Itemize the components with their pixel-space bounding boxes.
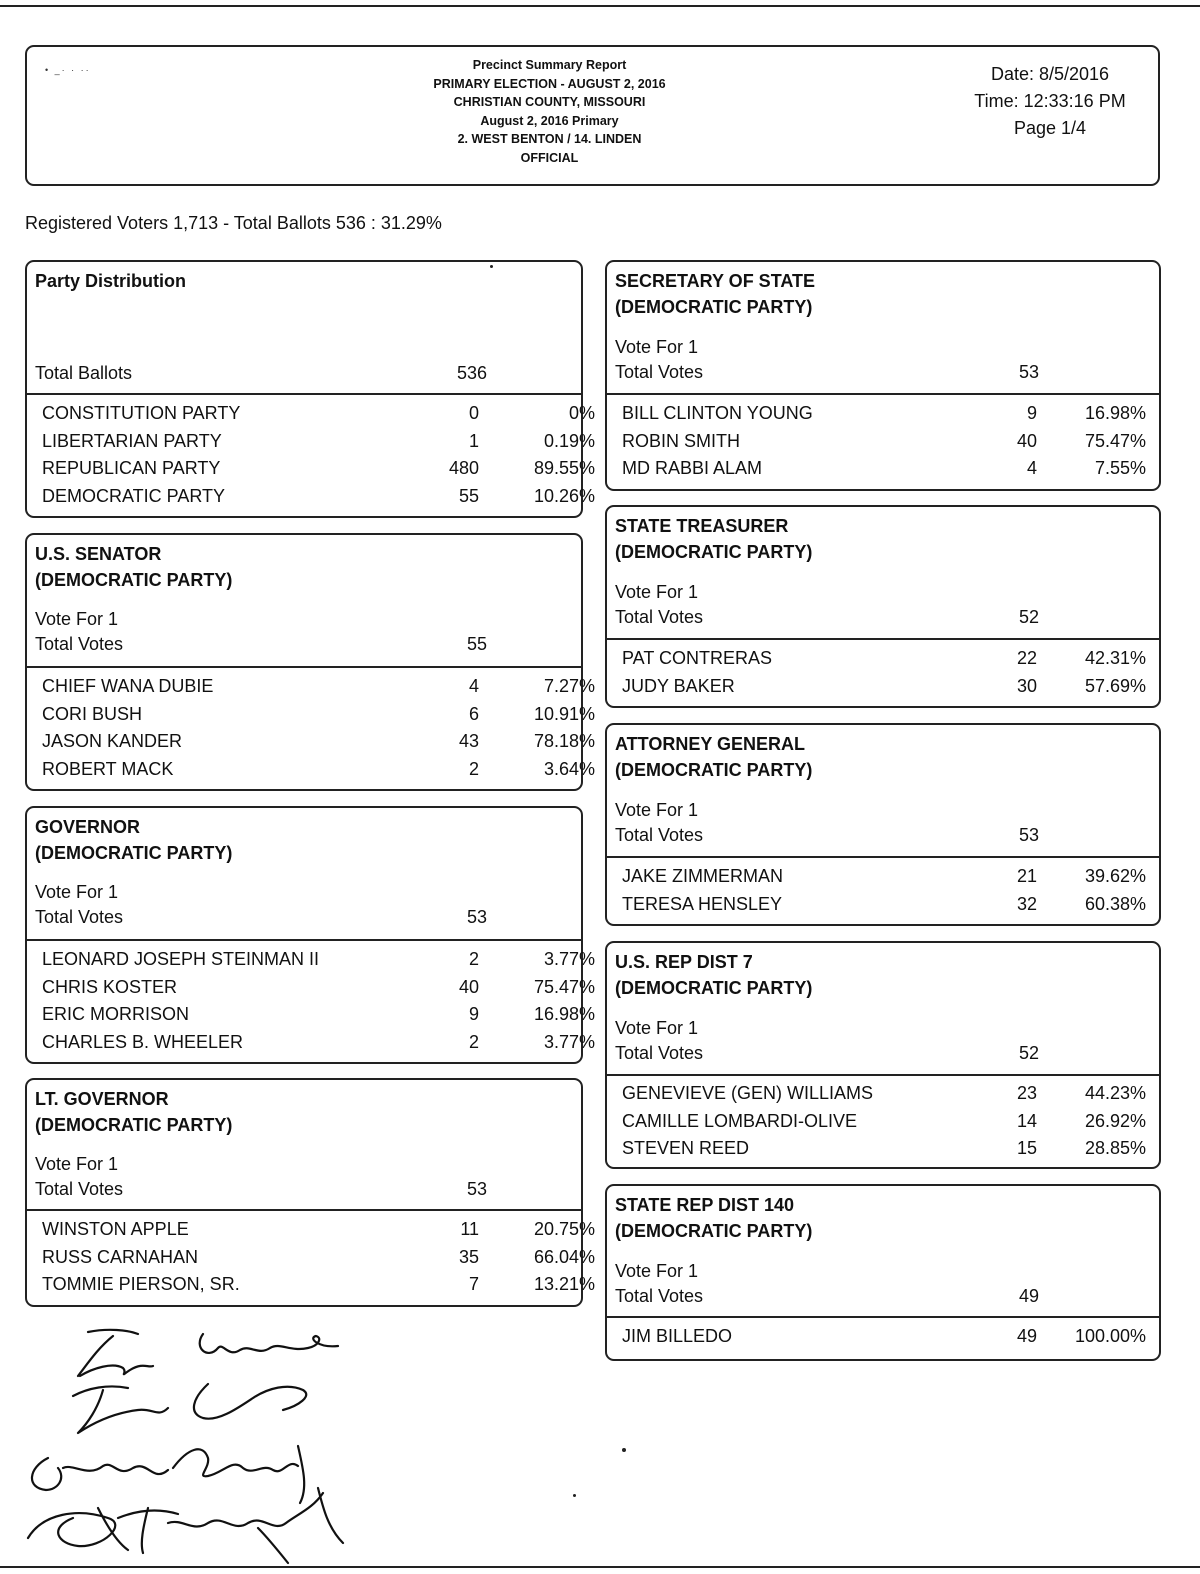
candidate-rows xyxy=(27,673,595,783)
vote-for-label: Vote For 1 xyxy=(615,1018,699,1038)
candidate-row: RUSS CARNAHAN 35 66.04% xyxy=(42,1246,595,1267)
race-title: STATE TREASURER (DEMOCRATIC PARTY) xyxy=(615,516,813,562)
registered-voters-summary: Registered Voters 1,713 - Total Ballots 536 : 31.29% xyxy=(25,213,442,233)
scan-speck xyxy=(622,1448,626,1452)
divider xyxy=(27,1209,581,1211)
top-border-line xyxy=(0,5,1200,7)
total-label: Total Ballots xyxy=(35,363,133,383)
total-votes-row: Total Votes 53 xyxy=(615,362,1039,382)
vote-for-label: Vote For 1 xyxy=(35,1154,119,1174)
vote-for-label: Vote For 1 xyxy=(615,582,699,602)
candidate-row: CORI BUSH 6 10.91% xyxy=(42,703,595,724)
race-us-rep-dist-7 xyxy=(605,941,1161,1169)
race-title: STATE REP DIST 140 (DEMOCRATIC PARTY) xyxy=(615,1195,813,1241)
candidate-row: ERIC MORRISON 9 16.98% xyxy=(42,1004,595,1024)
divider xyxy=(607,1074,1159,1076)
header-scribble-mark: • _· · ·· xyxy=(45,65,91,75)
race-governor xyxy=(25,806,595,1064)
candidate-row: PAT CONTRERAS 22 42.31% xyxy=(622,648,1146,668)
table-row: CONSTITUTION PARTY 0 0% xyxy=(42,403,595,423)
divider xyxy=(607,638,1159,640)
total-votes-row: Total Votes 49 xyxy=(615,1286,1039,1306)
candidate-row: LEONARD JOSEPH STEINMAN II 2 3.77% xyxy=(42,949,595,969)
total-votes-row: Total Votes 55 xyxy=(35,634,487,654)
divider xyxy=(607,393,1159,395)
race-secretary-of-state xyxy=(605,260,1161,491)
candidate-row: CHARLES B. WHEELER 2 3.77% xyxy=(42,1031,595,1052)
precinct-name: 2. WEST BENTON / 14. LINDEN xyxy=(457,132,642,146)
candidate-row: GENEVIEVE (GEN) WILLIAMS 23 44.23% xyxy=(622,1083,1146,1103)
candidate-row: CAMILLE LOMBARDI-OLIVE 14 26.92% xyxy=(622,1110,1146,1131)
bottom-border-line xyxy=(0,1566,1200,1568)
official-label: OFFICIAL xyxy=(520,150,579,165)
divider xyxy=(607,856,1159,858)
report-date: Date: 8/5/2016 xyxy=(990,64,1110,84)
report-time: Time: 12:33:16 PM xyxy=(974,91,1126,111)
race-attorney-general xyxy=(605,723,1161,926)
race-title: GOVERNOR (DEMOCRATIC PARTY) xyxy=(35,817,233,863)
table-row: REPUBLICAN PARTY 480 89.55% xyxy=(42,458,595,478)
candidate-row: CHRIS KOSTER 40 75.47% xyxy=(42,976,595,997)
report-title: Precinct Summary Report xyxy=(472,58,627,72)
scan-speck xyxy=(573,1494,576,1497)
vote-for-label: Vote For 1 xyxy=(615,800,699,820)
vote-for-label: Vote For 1 xyxy=(615,337,699,357)
divider xyxy=(27,666,581,668)
total-votes-row: Total Votes 53 xyxy=(35,1179,487,1199)
race-title: SECRETARY OF STATE (DEMOCRATIC PARTY) xyxy=(615,271,816,317)
race-state-rep-dist-140 xyxy=(605,1184,1161,1361)
total-ballots-row xyxy=(35,363,581,387)
page-number: Page 1/4 xyxy=(1013,118,1087,138)
candidate-row: JUDY BAKER 30 57.69% xyxy=(622,675,1146,696)
divider xyxy=(27,393,581,395)
race-title: LT. GOVERNOR (DEMOCRATIC PARTY) xyxy=(35,1089,233,1135)
handwritten-signatures-icon xyxy=(18,1318,348,1568)
total-value: 536 xyxy=(456,363,487,383)
total-votes-row: Total Votes 52 xyxy=(615,607,1039,627)
candidate-row: JAKE ZIMMERMAN 21 39.62% xyxy=(622,866,1146,886)
party-rows xyxy=(27,400,595,510)
candidate-row: STEVEN REED 15 28.85% xyxy=(622,1138,1146,1158)
candidate-rows xyxy=(607,1080,1159,1163)
table-row: LIBERTARIAN PARTY 1 0.19% xyxy=(42,430,595,451)
report-meta xyxy=(950,61,1150,142)
candidate-row: TOMMIE PIERSON, SR. 7 13.21% xyxy=(42,1274,595,1294)
candidate-row: CHIEF WANA DUBIE 4 7.27% xyxy=(42,676,595,696)
total-votes-row: Total Votes 53 xyxy=(615,825,1039,845)
race-lt-governor xyxy=(25,1078,595,1307)
scan-speck xyxy=(490,265,493,268)
report-header xyxy=(25,45,1160,186)
candidate-rows xyxy=(27,946,595,1056)
candidate-rows xyxy=(607,1323,1159,1351)
vote-for-label: Vote For 1 xyxy=(615,1261,699,1281)
candidate-row: JIM BILLEDO 49 100.00% xyxy=(622,1326,1146,1346)
race-title: U.S. SENATOR (DEMOCRATIC PARTY) xyxy=(35,544,233,590)
race-state-treasurer xyxy=(605,505,1161,708)
candidate-rows xyxy=(607,863,1159,918)
candidate-row: JASON KANDER 43 78.18% xyxy=(42,731,595,751)
candidate-row: WINSTON APPLE 11 20.75% xyxy=(42,1219,595,1239)
candidate-row: TERESA HENSLEY 32 60.38% xyxy=(622,893,1146,914)
vote-for-label: Vote For 1 xyxy=(35,609,119,629)
candidate-row: ROBERT MACK 2 3.64% xyxy=(42,758,595,779)
total-votes-row: Total Votes 53 xyxy=(35,907,487,927)
race-title: ATTORNEY GENERAL (DEMOCRATIC PARTY) xyxy=(615,734,813,780)
candidate-rows xyxy=(607,400,1159,483)
county-name: CHRISTIAN COUNTY, MISSOURI xyxy=(453,95,646,109)
table-row: DEMOCRATIC PARTY 55 10.26% xyxy=(42,485,595,506)
divider xyxy=(607,1316,1159,1318)
divider xyxy=(27,939,581,941)
race-title: U.S. REP DIST 7 (DEMOCRATIC PARTY) xyxy=(615,952,813,998)
candidate-row: MD RABBI ALAM 4 7.55% xyxy=(622,458,1146,478)
election-date: August 2, 2016 Primary xyxy=(480,113,619,128)
total-votes-row: Total Votes 52 xyxy=(615,1043,1039,1063)
election-name: PRIMARY ELECTION - AUGUST 2, 2016 xyxy=(433,76,666,91)
race-us-senator xyxy=(25,533,595,791)
box-title: Party Distribution xyxy=(35,271,187,291)
candidate-rows xyxy=(607,645,1159,700)
party-distribution-box xyxy=(25,260,595,518)
report-title-block xyxy=(327,56,772,167)
vote-for-label: Vote For 1 xyxy=(35,882,119,902)
candidate-rows xyxy=(27,1216,595,1299)
candidate-row: ROBIN SMITH 40 75.47% xyxy=(622,430,1146,451)
candidate-row: BILL CLINTON YOUNG 9 16.98% xyxy=(622,403,1146,423)
